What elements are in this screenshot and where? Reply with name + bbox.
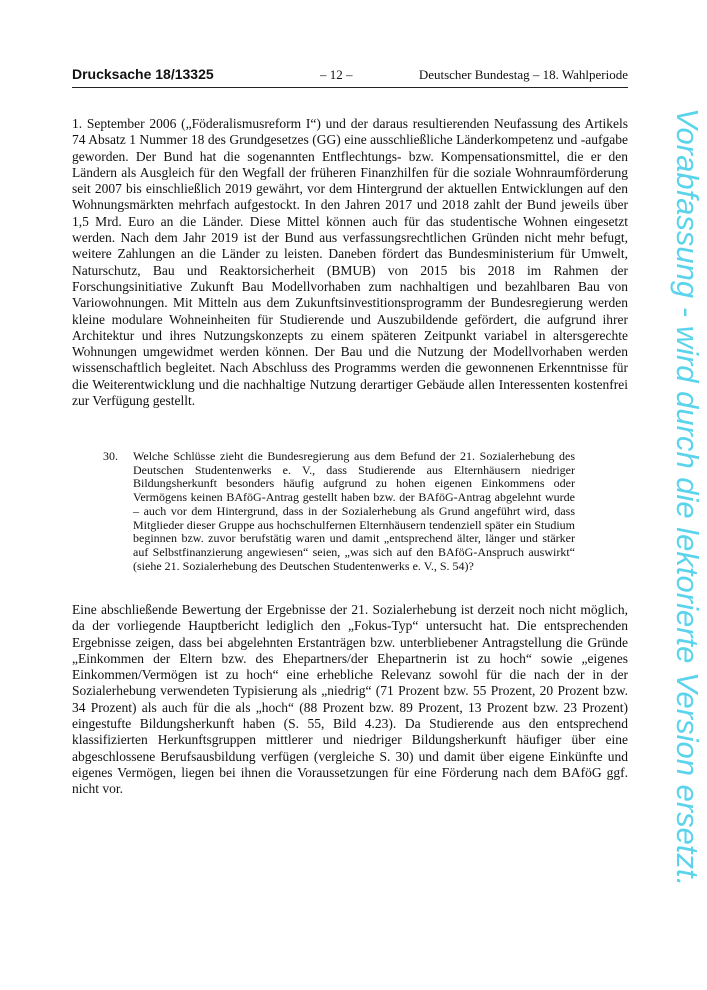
document-number: 13325	[174, 66, 214, 82]
question-text: Welche Schlüsse zieht die Bundesregierung aus dem Befund der 21. Sozialerhebung des Deutschen Studentenwerks e. V., dass Studierende aus Elternhäusern niedriger Bildungsherkunft besonders häufig aufgrund zu hohen eigenen Einkommens oder Vermögens keinen BAföG-Antrag gestellt haben bzw. der BAföG-Antrag abgelehnt wurde – auch vor dem Hintergrund, dass in der Sozialerhebung als Grund angeführt wird, dass Mitglieder dieser Gruppe aus hochschulfernen Elternhäusern tendenziell später ein Studium beginnen bzw. zuvor berufstätig waren und damit „entsprechend älter, länger und stärker auf Selbstfinanzierung angewiesen“ seien, „was sich auf den BAföG-Anspruch auswirkt“ (siehe 21. Sozialerhebung des Deutschen Studentenwerks e. V., S. 54)?	[133, 449, 575, 573]
answer-paragraph: Eine abschließende Bewertung der Ergebnisse der 21. Sozialerhebung ist derzeit noch nicht möglich, da der vorliegende Hauptbericht lediglich den „Fokus-Typ“ untersucht hat. Die entsprechenden Ergebnisse zeigen, dass bei abgelehnten Erstanträgen bzw. unterbliebener Antragstellung die Gründe „Einkommen der Eltern bzw. des Ehepartners/der Ehepartnerin ist zu hoch“ sowie „eigenes Einkommen/Vermögen ist zu hoch“ eine erhebliche Relevanz sowohl für die nach der in der Sozialerhebung verwendeten Typisierung als „niedrig“ (71 Prozent bzw. 55 Prozent, 20 Prozent bzw. 34 Prozent) als auch für die als „hoch“ (88 Prozent bzw. 89 Prozent, 13 Prozent bzw. 23 Prozent) eingestufte Bildungsherkunft haben (S. 55, Bild 4.23). Da Studierende aus den entsprechend klassifizierten Herkunftsgruppen mittlerer und niedriger Bildungsherkunft häufiger über eine abgeschlossene Berufsausbildung verfügen (vergleiche S. 30) und damit über eigene Einkünfte und eigenes Vermögen, liegen bei ihnen die Voraussetzungen für eine Förderung nach dem BAföG ggf. nicht vor.	[72, 602, 628, 797]
document-id	[72, 66, 214, 82]
draft-watermark: Vorabfassung - wird durch die lektorierte Version ersetzt.	[670, 108, 705, 887]
document-label: Drucksache 18/	[72, 66, 175, 82]
question-number: 30.	[103, 449, 118, 463]
page-header	[72, 66, 628, 84]
answer-paragraph-continued: 1. September 2006 („Föderalismusreform I“) und der daraus resultierenden Neufassung des Artikels 74 Absatz 1 Nummer 18 des Grundgesetzes (GG) eine ausschließliche Länderkompetenz und -aufgabe geworden. Der Bund hat die sogenannten Entflechtungs- bzw. Kompensationsmittel, die er den Ländern als Ausgleich für den Wegfall der früheren Finanzhilfen für die soziale Wohnraumförderung seit 2007 bis einschließlich 2019 gewährt, vor dem Hintergrund der aktuellen Entwicklungen auf den Wohnungsmärkten mehrfach aufgestockt. In den Jahren 2017 und 2018 zahlt der Bund jeweils über 1,5 Mrd. Euro an die Länder. Diese Mittel können auch für das studentische Wohnen eingesetzt werden. Nach dem Jahr 2019 ist der Bund aus verfassungsrechtlichen Gründen nicht mehr befugt, weitere Zahlungen an die Länder zu leisten. Daneben fördert das Bundesministerium für Umwelt, Naturschutz, Bau und Reaktorsicherheit (BMUB) von 2015 bis 2018 im Rahmen der Forschungsinitiative Zukunft Bau Modellvorhaben zum nachhaltigen und bezahlbaren Bau von Variowohnungen. Mit Mitteln aus dem Zukunftsinvestitionsprogramm der Bundesregierung werden kleine modulare Wohneinheiten für Studierende und Auszubildende gefördert, die aufgrund ihrer Architektur und ihres Nutzungskonzepts zu einem späteren Zeitpunkt variabel in altersgerechte Wohnungen umgewidmet werden können. Der Bau und die Nutzung der Modellvorhaben werden wissenschaftlich begleitet. Nach Abschluss des Programms werden die gewonnenen Erkenntnisse für die Weiterentwicklung und die nachhaltige Nutzung derartiger Gebäude allen Interessenten kostenfrei zur Verfügung gestellt.	[72, 116, 628, 409]
publisher-label: Deutscher Bundestag – 18. Wahlperiode	[418, 67, 628, 82]
page-number: – 12 –	[320, 67, 353, 82]
header-rule	[72, 87, 628, 88]
